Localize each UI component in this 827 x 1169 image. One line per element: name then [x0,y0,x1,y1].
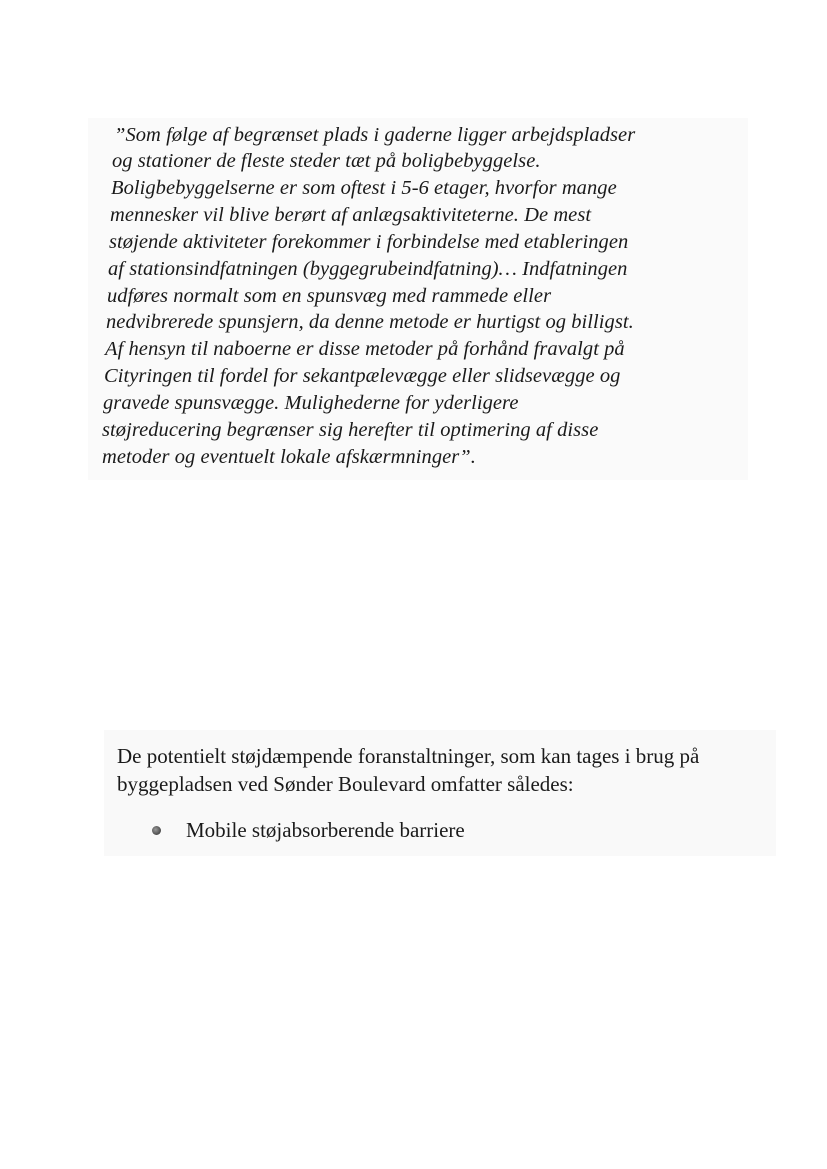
quote-line: støjreducering begrænser sig herefter til optimering af disse [102,419,599,441]
quote-line: metoder og eventuelt lokale afskærmninger”. [102,446,476,468]
body-line: byggepladsen ved Sønder Boulevard omfatter således: [117,772,574,796]
quote-line: Af hensyn til naboerne er disse metoder på forhånd fravalgt på [105,338,625,360]
quote-line: og stationer de fleste steder tæt på boligbebyggelse. [112,150,541,172]
bullet-icon [152,826,161,835]
quote-line: af stationsindfatningen (byggegrubeindfatning)… Indfatningen [108,258,628,280]
quote-line: nedvibrerede spunsjern, da denne metode er hurtigst og billigst. [106,311,634,333]
body-line: De potentielt støjdæmpende foranstaltninger, som kan tages i brug på [117,744,700,768]
quote-line: ”Som følge af begrænset plads i gaderne ligger arbejdspladser [114,124,636,146]
quote-line: mennesker vil blive berørt af anlægsaktiviteterne. De mest [110,204,592,226]
list-item-text: Mobile støjabsorberende barriere [186,818,465,842]
quote-block [88,118,748,480]
quote-line: Cityringen til fordel for sekantpælevægge eller slidsevægge og [104,365,621,387]
quote-line: gravede spunsvægge. Mulighederne for yderligere [103,392,519,414]
body-block [104,730,776,856]
quote-line: udføres normalt som en spunsvæg med rammede eller [107,285,552,307]
quote-line: støjende aktiviteter forekommer i forbindelse med etableringen [109,231,629,253]
list-item [152,816,465,844]
quote-line: Boligbebyggelserne er som oftest i 5-6 etager, hvorfor mange [111,177,617,199]
